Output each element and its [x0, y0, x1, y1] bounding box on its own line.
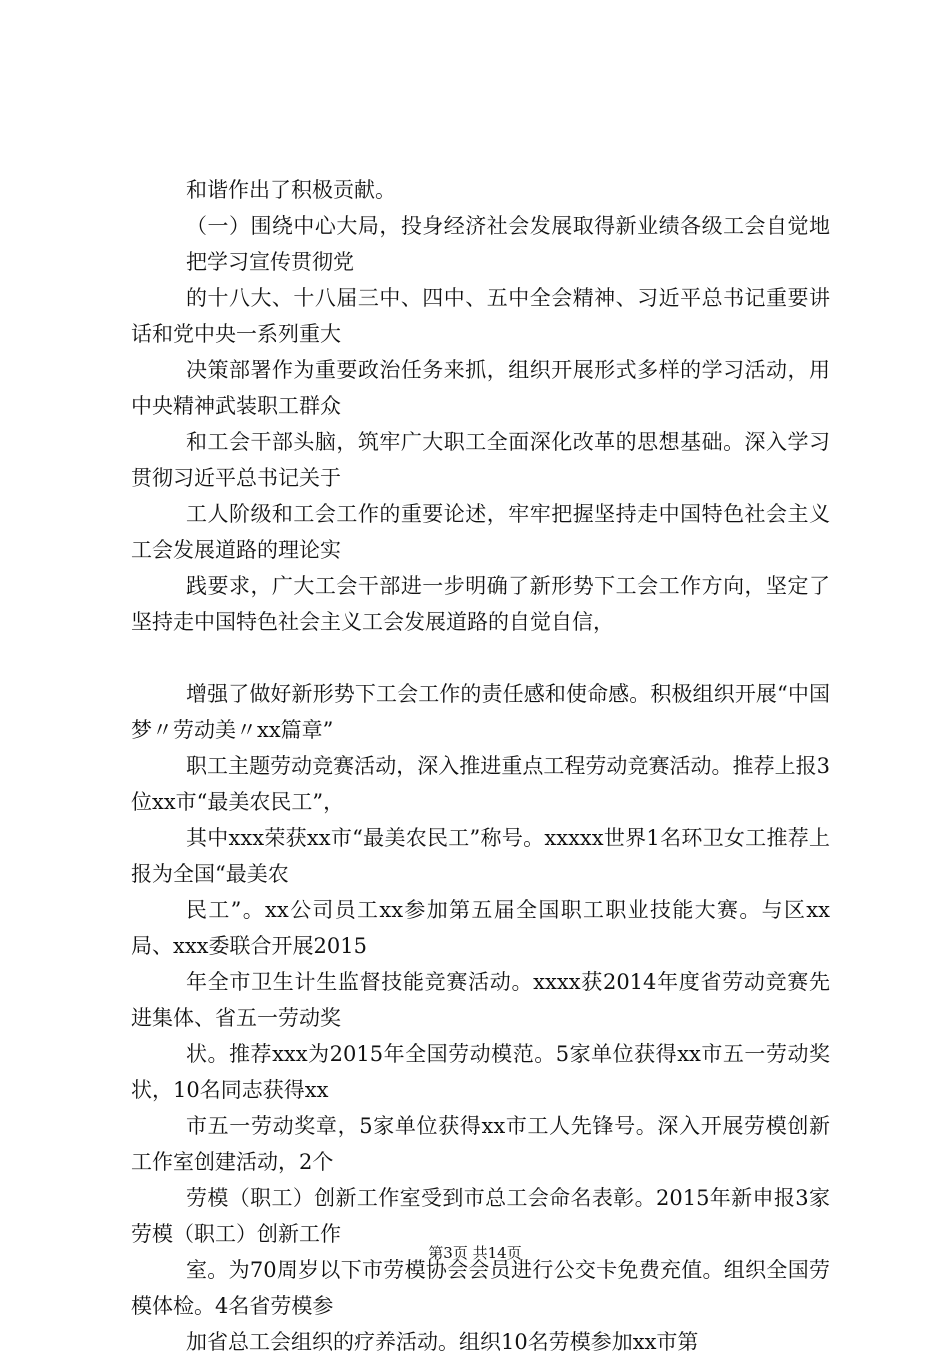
paragraph-7: 践要求，广大工会干部进一步明确了新形势下工会工作方向，坚定了坚持走中国特色社会主义工会发展道路的自觉自信， [131, 574, 830, 634]
paragraph-5: 和工会干部头脑，筑牢广大职工全面深化改革的思想基础。深入学习贯彻习近平总书记关于 [131, 430, 830, 490]
document-body [131, 172, 830, 1360]
paragraph-3: 的十八大、十八届三中、四中、五中全会精神、习近平总书记重要讲话和党中央一系列重大 [131, 286, 830, 346]
paragraph-2: （一）围绕中心大局，投身经济社会发展取得新业绩各级工会自觉地把学习宣传贯彻党 [186, 214, 830, 274]
paragraph-4: 决策部署作为重要政治任务来抓，组织开展形式多样的学习活动，用中央精神武装职工群众 [131, 358, 830, 418]
paragraph-9: 职工主题劳动竞赛活动，深入推进重点工程劳动竞赛活动。推荐上报3位xx市“最美农民工”， [131, 754, 830, 814]
paragraph-8: 增强了做好新形势下工会工作的责任感和使命感。积极组织开展“中国梦〃劳动美〃xx篇章” [131, 682, 830, 742]
paragraph-6: 工人阶级和工会工作的重要论述，牢牢把握坚持走中国特色社会主义工会发展道路的理论实 [131, 502, 830, 562]
page-footer [0, 1243, 950, 1263]
paragraph-10: 其中xxx荣获xx市“最美农民工”称号。xxxxx世界1名环卫女工推荐上报为全国“最美农 [131, 826, 830, 886]
paragraph-1: 和谐作出了积极贡献。 [186, 178, 396, 202]
paragraph-14: 市五一劳动奖章，5家单位获得xx市工人先锋号。深入开展劳模创新工作室创建活动，2个 [131, 1114, 830, 1174]
paragraph-15: 劳模（职工）创新工作室受到市总工会命名表彰。2015年新申报3家劳模（职工）创新工作 [131, 1186, 830, 1246]
paragraph-17: 加省总工会组织的疗养活动。组织10名劳模参加xx市第 [186, 1330, 699, 1354]
paragraph-16: 室。为70周岁以下市劳模协会会员进行公交卡免费充值。组织全国劳模体检。4名省劳模参 [131, 1258, 830, 1318]
paragraph-13: 状。推荐xxx为2015年全国劳动模范。5家单位获得xx市五一劳动奖状，10名同志获得xx [131, 1042, 830, 1102]
paragraph-12: 年全市卫生计生监督技能竞赛活动。xxxx获2014年度省劳动竞赛先进集体、省五一劳动奖 [131, 970, 830, 1030]
paragraph-11: 民工”。xx公司员工xx参加第五届全国职工职业技能大赛。与区xx局、xxx委联合开展2015 [131, 898, 830, 958]
page-number-label: 第3页 共14页 [428, 1244, 522, 1262]
